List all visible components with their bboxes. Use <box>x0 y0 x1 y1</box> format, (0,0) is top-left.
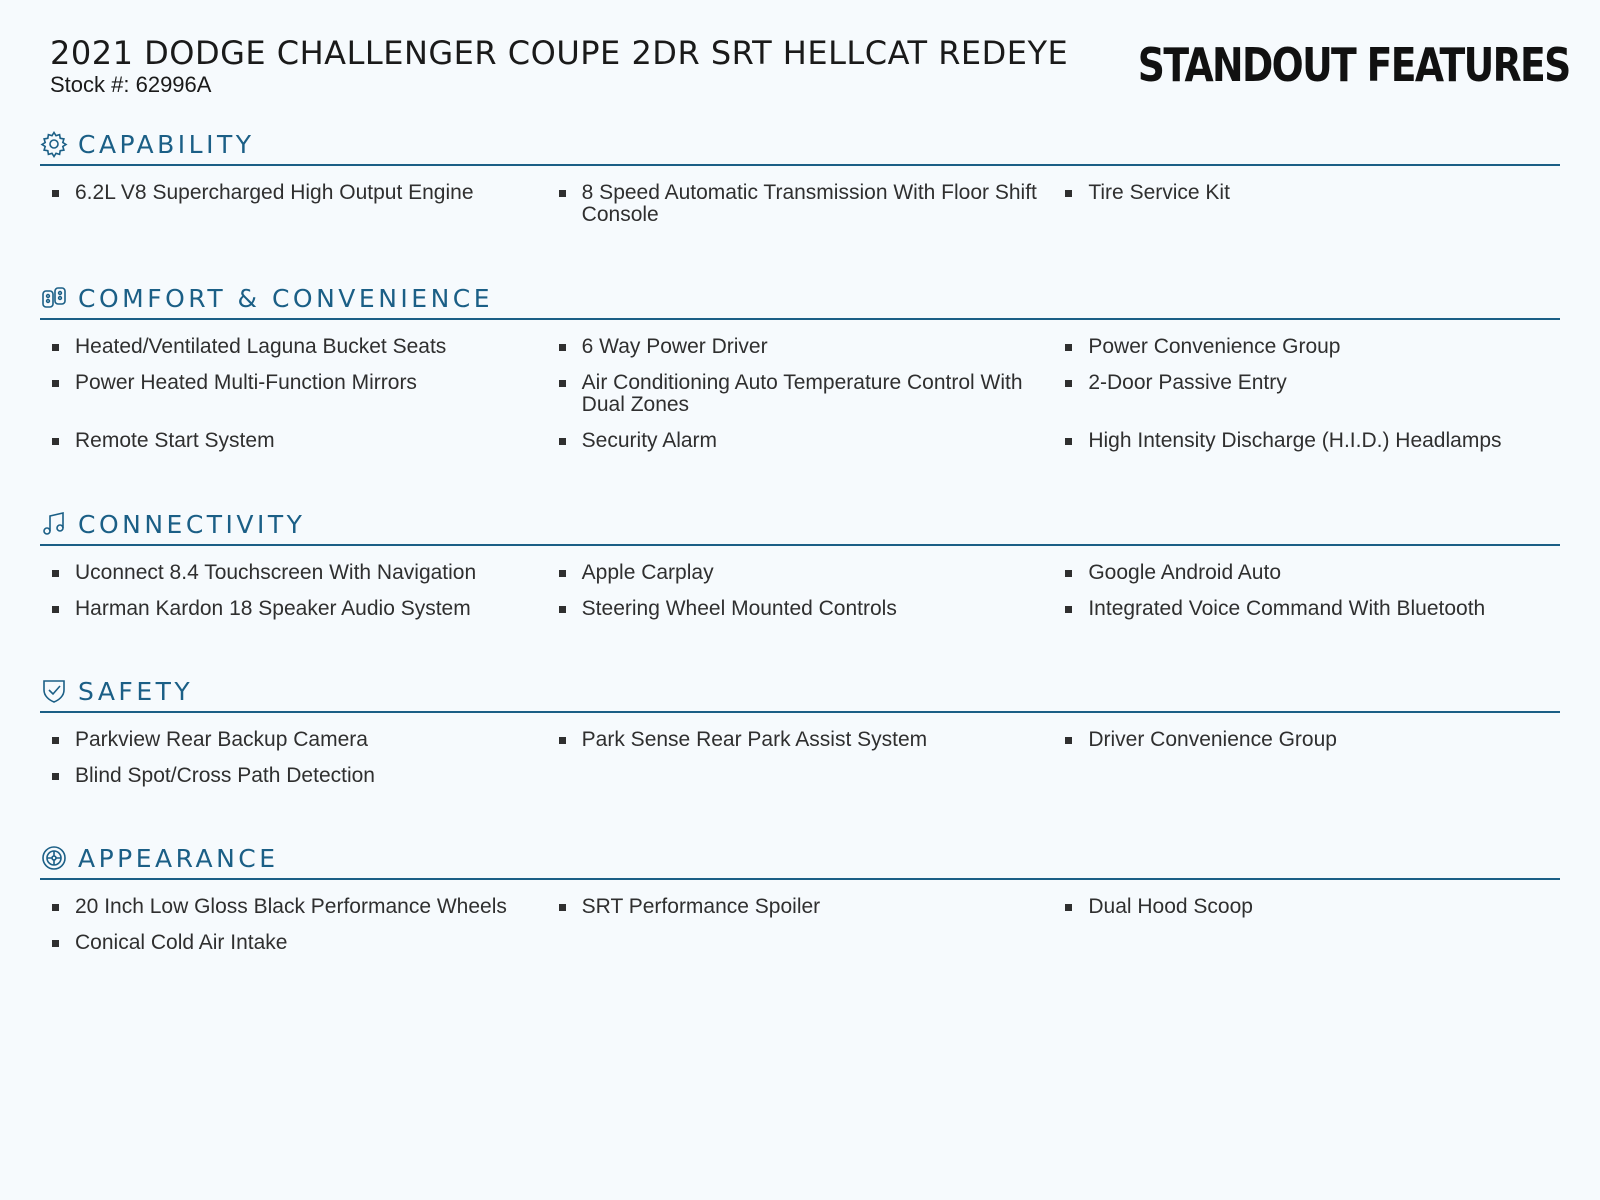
feature-row <box>40 562 1560 584</box>
feature-cell <box>1053 372 1560 416</box>
section-header <box>40 673 1560 713</box>
key-fob-icon <box>40 284 68 312</box>
feature-cell <box>40 765 547 787</box>
feature-item: Dual Hood Scoop <box>1088 895 1253 918</box>
feature-item: SRT Performance Spoiler <box>581 895 821 918</box>
section-title: COMFORT & CONVENIENCE <box>78 283 494 313</box>
section-title: CONNECTIVITY <box>78 509 306 539</box>
bullet-icon <box>1065 606 1072 613</box>
bullet-icon <box>559 606 566 613</box>
feature-row <box>40 932 1560 954</box>
feature-item: 2-Door Passive Entry <box>1088 371 1287 394</box>
bullet-icon <box>1065 380 1072 387</box>
feature-item: Security Alarm <box>581 429 718 452</box>
feature-cell <box>40 336 547 358</box>
shield-check-icon <box>40 677 68 705</box>
feature-cell <box>1053 729 1560 751</box>
feature-cell <box>1053 896 1560 918</box>
section-header <box>40 280 1560 320</box>
feature-item: Blind Spot/Cross Path Detection <box>75 764 375 787</box>
feature-cell <box>547 336 1054 358</box>
feature-item: Steering Wheel Mounted Controls <box>581 597 897 620</box>
feature-cell <box>40 372 547 416</box>
feature-cell <box>40 896 547 918</box>
feature-item: 6.2L V8 Supercharged High Output Engine <box>75 181 474 204</box>
feature-item: Integrated Voice Command With Bluetooth <box>1088 597 1486 620</box>
feature-item: Conical Cold Air Intake <box>75 931 288 954</box>
feature-item: Remote Start System <box>75 429 275 452</box>
feature-cell <box>40 430 547 452</box>
feature-row <box>40 896 1560 918</box>
section-header <box>40 126 1560 166</box>
feature-cell <box>547 729 1054 751</box>
feature-cell <box>1053 562 1560 584</box>
bullet-icon <box>52 380 59 387</box>
feature-cell <box>547 182 1054 226</box>
feature-item: Tire Service Kit <box>1088 181 1230 204</box>
feature-item: Apple Carplay <box>581 561 714 584</box>
feature-item: Harman Kardon 18 Speaker Audio System <box>75 597 471 620</box>
bullet-icon <box>52 190 59 197</box>
feature-cell <box>40 932 547 954</box>
feature-cell <box>40 729 547 751</box>
bullet-icon <box>559 737 566 744</box>
feature-item: Uconnect 8.4 Touchscreen With Navigation <box>75 561 477 584</box>
feature-item: 8 Speed Automatic Transmission With Floor Shift Console <box>581 181 1037 226</box>
section-title: APPEARANCE <box>78 843 279 873</box>
feature-item: Parkview Rear Backup Camera <box>75 728 368 751</box>
feature-cell <box>547 430 1054 452</box>
feature-item: High Intensity Discharge (H.I.D.) Headlamps <box>1088 429 1502 452</box>
feature-cell <box>547 372 1054 416</box>
feature-cell <box>547 598 1054 620</box>
feature-cell <box>1053 598 1560 620</box>
feature-cell <box>40 182 547 226</box>
bullet-icon <box>1065 438 1072 445</box>
section-title: CAPABILITY <box>78 129 255 159</box>
feature-cell <box>1053 336 1560 358</box>
bullet-icon <box>559 380 566 387</box>
section-capability <box>40 126 1560 240</box>
bullet-icon <box>52 737 59 744</box>
feature-item: Park Sense Rear Park Assist System <box>581 728 928 751</box>
gear-icon <box>40 130 68 158</box>
bullet-icon <box>559 344 566 351</box>
feature-cell <box>1053 430 1560 452</box>
section-connectivity <box>40 506 1560 634</box>
feature-cell <box>547 562 1054 584</box>
feature-cell <box>547 765 1054 787</box>
feature-cell <box>547 896 1054 918</box>
feature-item: 6 Way Power Driver <box>581 335 768 358</box>
bullet-icon <box>559 570 566 577</box>
feature-cell <box>40 598 547 620</box>
feature-item: Power Heated Multi-Function Mirrors <box>75 371 417 394</box>
bullet-icon <box>52 904 59 911</box>
section-appearance <box>40 840 1560 968</box>
vehicle-title: 2021 DODGE CHALLENGER COUPE 2DR SRT HELLCAT REDEYE <box>50 34 1069 72</box>
bullet-icon <box>559 190 566 197</box>
feature-row <box>40 598 1560 620</box>
feature-row <box>40 765 1560 787</box>
music-note-icon <box>40 510 68 538</box>
feature-item: Google Android Auto <box>1088 561 1281 584</box>
bullet-icon <box>1065 737 1072 744</box>
feature-item: 20 Inch Low Gloss Black Performance Wheels <box>75 895 507 918</box>
section-comfort-convenience <box>40 280 1560 466</box>
section-safety <box>40 673 1560 801</box>
bullet-icon <box>1065 190 1072 197</box>
bullet-icon <box>52 438 59 445</box>
bullet-icon <box>1065 904 1072 911</box>
bullet-icon <box>1065 570 1072 577</box>
vehicle-header <box>50 34 1068 98</box>
bullet-icon <box>52 344 59 351</box>
feature-cell <box>40 562 547 584</box>
feature-item: Air Conditioning Auto Temperature Control With Dual Zones <box>581 371 1023 416</box>
feature-row <box>40 729 1560 751</box>
feature-item: Driver Convenience Group <box>1088 728 1337 751</box>
feature-cell <box>1053 765 1560 787</box>
bullet-icon <box>559 904 566 911</box>
feature-item: Heated/Ventilated Laguna Bucket Seats <box>75 335 447 358</box>
section-header <box>40 840 1560 880</box>
section-title: SAFETY <box>78 676 194 706</box>
feature-row <box>40 430 1560 452</box>
bullet-icon <box>52 606 59 613</box>
feature-cell <box>1053 932 1560 954</box>
feature-row <box>40 372 1560 416</box>
standout-features-heading: STANDOUT FEATURES <box>1138 38 1570 92</box>
bullet-icon <box>1065 344 1072 351</box>
wheel-icon <box>40 844 68 872</box>
bullet-icon <box>559 438 566 445</box>
bullet-icon <box>52 940 59 947</box>
bullet-icon <box>52 570 59 577</box>
feature-cell <box>547 932 1054 954</box>
feature-cell <box>1053 182 1560 226</box>
stock-number: Stock #: 62996A <box>50 72 212 97</box>
feature-row <box>40 336 1560 358</box>
section-header <box>40 506 1560 546</box>
feature-row <box>40 182 1560 226</box>
bullet-icon <box>52 773 59 780</box>
feature-item: Power Convenience Group <box>1088 335 1341 358</box>
